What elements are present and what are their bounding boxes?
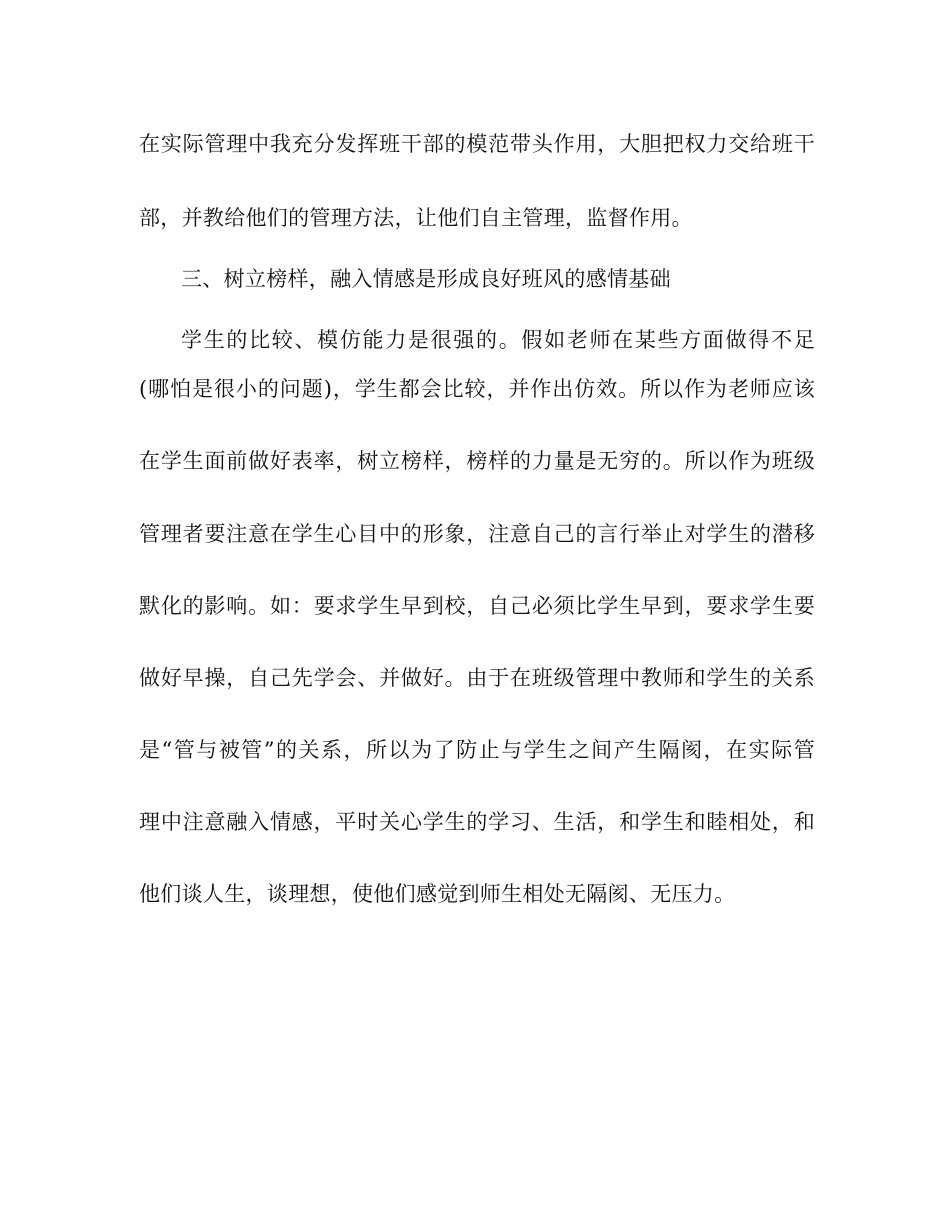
paragraph-line: 在实际管理中我充分发挥班干部的模范带头作用，大胆把权力交给班干 (139, 132, 815, 156)
paragraph-line: (哪怕是很小的问题)，学生都会比较，并作出仿效。所以作为老师应该 (139, 377, 815, 401)
paragraph-line: 是“管与被管”的关系，所以为了防止与学生之间产生隔阂，在实际管 (139, 738, 815, 762)
section-heading: 三、树立榜样，融入情感是形成良好班风的感情基础 (181, 267, 671, 291)
paragraph-line: 做好早操，自己先学会、并做好。由于在班级管理中教师和学生的关系 (139, 666, 815, 690)
paragraph-line: 部，并教给他们的管理方法，让他们自主管理，监督作用。 (139, 206, 693, 230)
paragraph-line: 学生的比较、模仿能力是很强的。假如老师在某些方面做得不足 (181, 328, 815, 352)
paragraph-line: 管理者要注意在学生心目中的形象，注意自己的言行举止对学生的潜移 (139, 522, 815, 546)
paragraph-line: 在学生面前做好表率，树立榜样，榜样的力量是无穷的。所以作为班级 (139, 449, 815, 473)
paragraph-line: 理中注意融入情感，平时关心学生的学习、生活，和学生和睦相处，和 (139, 810, 815, 834)
paragraph-line: 他们谈人生，谈理想，使他们感觉到师生相处无隔阂、无压力。 (139, 882, 736, 906)
paragraph-line: 默化的影响。如：要求学生早到校，自己必须比学生早到，要求学生要 (139, 594, 815, 618)
